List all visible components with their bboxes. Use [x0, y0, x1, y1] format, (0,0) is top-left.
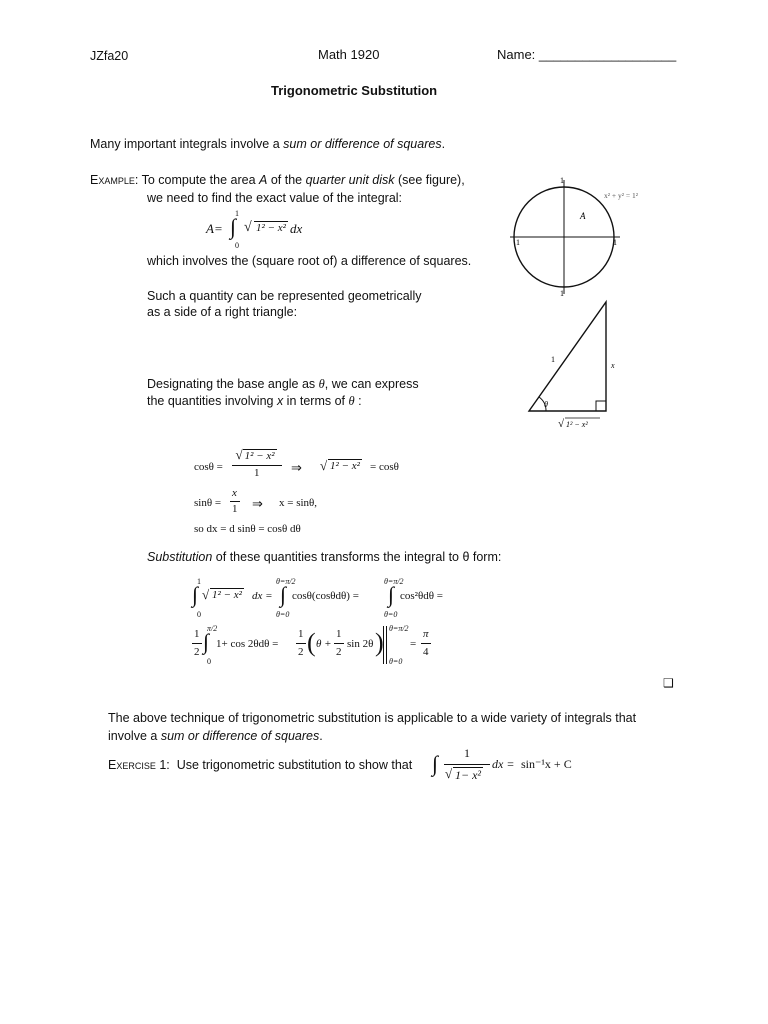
circle-label-left: 1 — [516, 238, 520, 247]
name-field: Name: ___________________ — [497, 47, 677, 62]
example-line-7: the quantities involving x in terms of θ : — [147, 394, 362, 408]
example-line-2: we need to find the exact value of the integral: — [147, 191, 403, 205]
circle-label-top: 1 — [560, 176, 564, 185]
header-left: JZfa20 — [90, 49, 129, 63]
exercise-integral: ∫ 1 √ 1− x² dx = sin⁻¹x + C — [432, 746, 572, 782]
exercise-label: Exercise 1: — [108, 758, 170, 772]
svg-text:√: √ — [558, 418, 565, 430]
intro-text: Many important integrals involve a sum or difference of squares. — [90, 137, 446, 151]
example-line-3: which involves the (square root of) a difference of squares. — [147, 254, 472, 268]
example-label: Example: — [90, 173, 139, 187]
circle-label-area: A — [580, 211, 586, 221]
triangle-base-label: 1² − x² — [566, 420, 588, 429]
circle-label-right: 1 — [613, 238, 617, 247]
triangle-angle-label: θ — [544, 400, 548, 409]
closing-line-2: involve a sum or difference of squares. — [108, 729, 323, 743]
triangle-side-label: x — [611, 361, 615, 370]
right-triangle-figure — [520, 296, 630, 436]
example-line-6: Designating the base angle as θ, we can express — [147, 377, 419, 391]
example-line-4: Such a quantity can be represented geometrically — [147, 289, 422, 303]
integral-chain-2: 1 2 π/2 ∫ 0 1+ cos 2θdθ = 1 2 ( θ + 1 2 sin 2θ ) θ=π/2 θ=0 = π 4 — [192, 624, 492, 668]
circle-equation: x² + y² = 1² — [604, 191, 638, 200]
example-line-5: as a side of a right triangle: — [147, 305, 298, 319]
dx-equation: so dx = d sinθ = cosθ dθ — [194, 523, 301, 535]
triangle-hyp-label: 1 — [551, 355, 555, 364]
page-title: Trigonometric Substitution — [271, 83, 438, 98]
unit-circle-figure — [500, 170, 660, 300]
circle-label-bottom: 1 — [560, 289, 564, 298]
exercise-1: Exercise 1: Use trigonometric substitution to show that — [108, 758, 413, 772]
qed-box: ❑ — [663, 676, 674, 690]
substitution-text: Substitution of these quantities transforms the integral to θ form: — [147, 550, 502, 564]
example-line-1: Example: To compute the area A of the quarter unit disk (see figure), — [90, 173, 465, 187]
integral-chain-1: 1 ∫ 0 √ 1² − x² dx = θ=π/2 ∫ θ=0 cosθ(cosθdθ) = θ=π/2 ∫ θ=0 cos²θdθ = — [192, 577, 443, 619]
header-center: Math 1920 — [318, 47, 380, 62]
closing-line-1: The above technique of trigonometric substitution is applicable to a wide variety of integrals that — [108, 711, 637, 725]
